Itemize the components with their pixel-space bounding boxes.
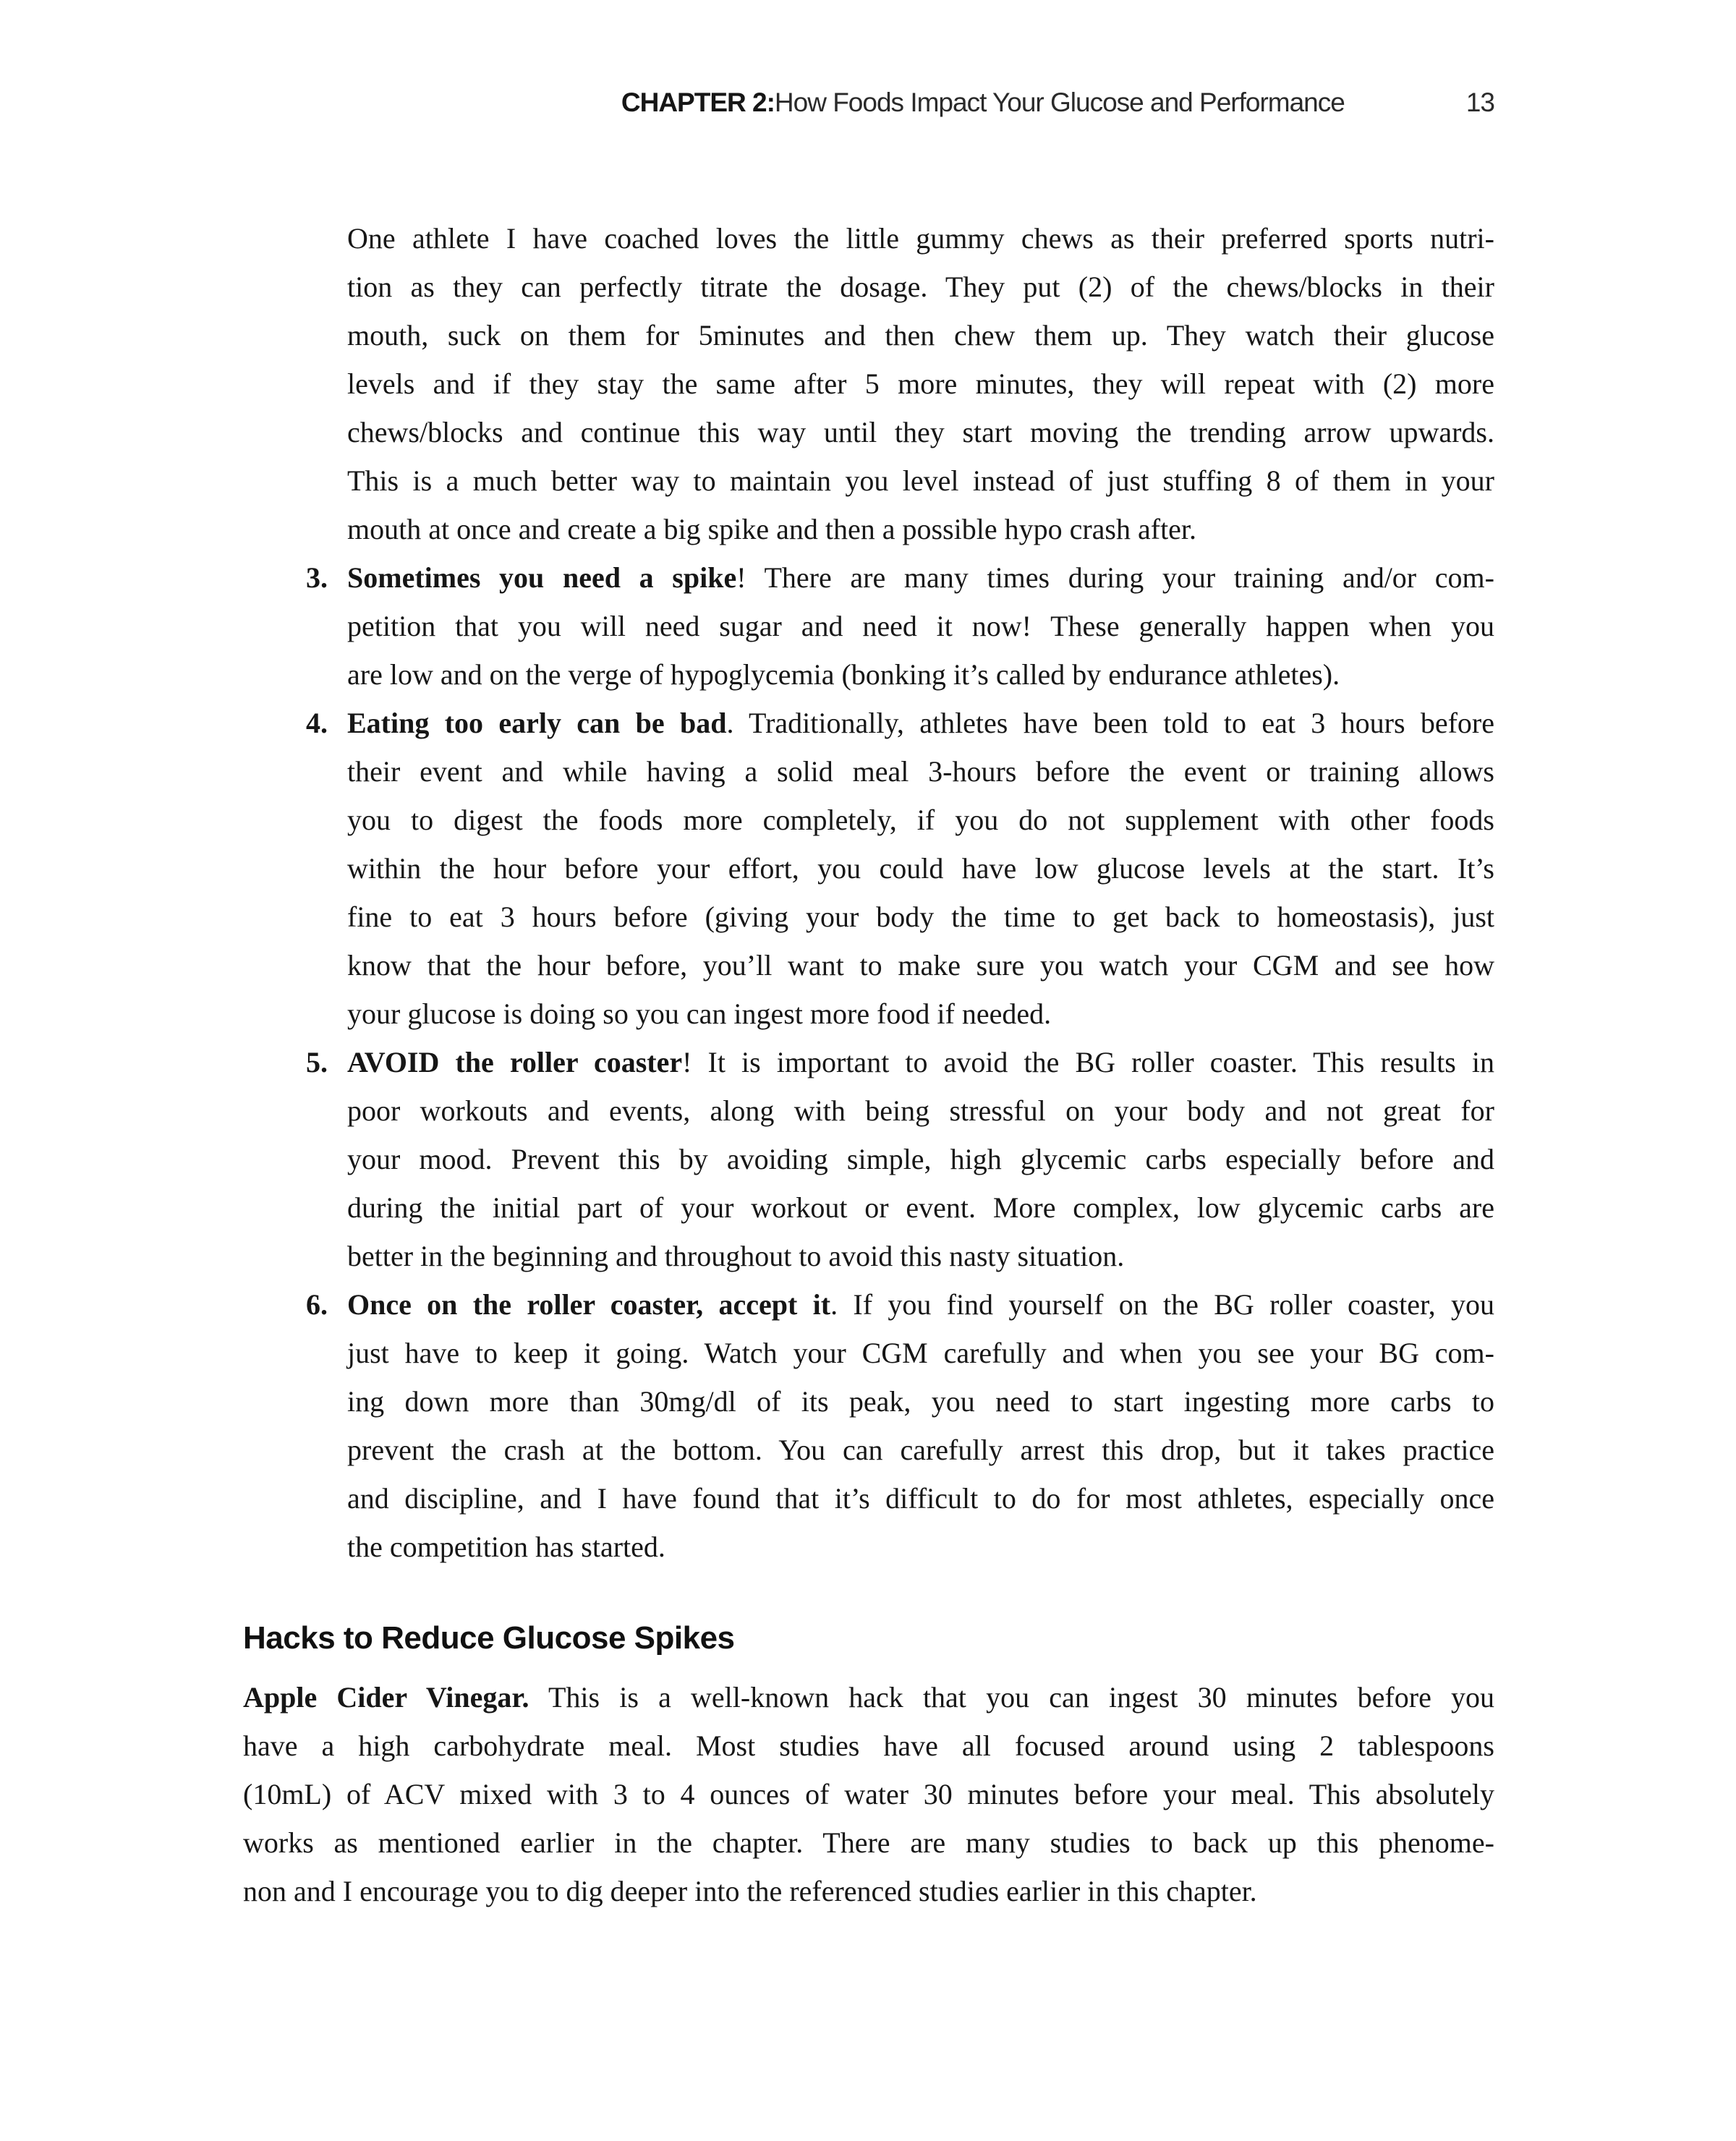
text-line [243, 1673, 1494, 1721]
text-line: fine to eat 3 hours before (giving your body the time to get back to homeostasis), just [347, 901, 1494, 933]
text-line: (10mL) of ACV mixed with 3 to 4 ounces of water 30 minutes before your meal. This absolutely [243, 1778, 1494, 1810]
list-item-lead: Sometimes you need a spike [347, 561, 737, 594]
text-line [347, 1280, 1494, 1329]
text-line: during the initial part of your workout or event. More complex, low glycemic carbs are [347, 1191, 1494, 1224]
list-item-5 [243, 1038, 1494, 1280]
text-line [347, 699, 1494, 747]
list-item-number: 6. [306, 1288, 328, 1321]
list-item-lead: AVOID the roller coaster [347, 1046, 683, 1078]
list-item-lead-rest: . If you find yourself on the BG roller coaster, you [830, 1288, 1494, 1321]
text-line: non and I encourage you to dig deeper into the referenced studies earlier in this chapter. [243, 1875, 1257, 1907]
intro-paragraph [347, 214, 1494, 553]
text-line [347, 553, 1494, 602]
text-line: poor workouts and events, along with being stressful on your body and not great for [347, 1094, 1494, 1127]
text-line: One athlete I have coached loves the little gummy chews as their preferred sports nutri- [347, 222, 1494, 255]
section-heading: Hacks to Reduce Glucose Spikes [243, 1620, 735, 1656]
text-line: have a high carbohydrate meal. Most studies have all focused around using 2 tablespoons [243, 1729, 1494, 1762]
list-item-number: 4. [306, 707, 328, 739]
list-item-lead-rest: ! It is important to avoid the BG roller coaster. This results in [682, 1046, 1494, 1078]
list-item-6 [243, 1280, 1494, 1571]
paragraph-lead-rest: This is a well-known hack that you can ingest 30 minutes before you [529, 1681, 1494, 1714]
text-line: ing down more than 30mg/dl of its peak, you need to start ingesting more carbs to [347, 1385, 1494, 1418]
text-line: mouth at once and create a big spike and then a possible hypo crash after. [347, 513, 1197, 545]
chapter-label: CHAPTER 2: [621, 88, 775, 117]
list-item-lead: Eating too early can be bad [347, 707, 727, 739]
list-item-number: 3. [306, 561, 328, 594]
text-line: you to digest the foods more completely, if you do not supplement with other foods [347, 804, 1494, 836]
list-item-lead: Once on the roller coaster, accept it [347, 1288, 831, 1321]
page-number: 13 [1465, 88, 1494, 117]
text-line: their event and while having a solid meal 3-hours before the event or training allows [347, 755, 1494, 788]
list-item-4 [243, 699, 1494, 1038]
text-line [347, 1038, 1494, 1086]
running-header [243, 85, 1494, 120]
text-line: your glucose is doing so you can ingest more food if needed. [347, 997, 1052, 1030]
text-line: chews/blocks and continue this way until they start moving the trending arrow upwards. [347, 416, 1494, 448]
list-item-3 [243, 553, 1494, 699]
paragraph-lead: Apple Cider Vinegar. [243, 1681, 529, 1714]
text-line: works as mentioned earlier in the chapter. There are many studies to back up this phenome- [243, 1826, 1494, 1859]
text-line: This is a much better way to maintain you level instead of just stuffing 8 of them in your [347, 464, 1494, 497]
text-line: within the hour before your effort, you could have low glucose levels at the start. It’s [347, 852, 1494, 885]
list-item-number: 5. [306, 1046, 328, 1078]
text-line: just have to keep it going. Watch your CGM carefully and when you see your BG com- [347, 1337, 1494, 1369]
chapter-title: How Foods Impact Your Glucose and Performance [774, 88, 1345, 117]
text-line: levels and if they stay the same after 5 more minutes, they will repeat with (2) more [347, 367, 1494, 400]
acv-paragraph [243, 1673, 1494, 1915]
text-line: petition that you will need sugar and need it now! These generally happen when you [347, 610, 1494, 642]
text-line: tion as they can perfectly titrate the dosage. They put (2) of the chews/blocks in their [347, 271, 1494, 303]
text-line: better in the beginning and throughout to avoid this nasty situation. [347, 1240, 1125, 1272]
text-line: the competition has started. [347, 1531, 665, 1563]
text-line: your mood. Prevent this by avoiding simple, high glycemic carbs especially before and [347, 1143, 1494, 1175]
text-column [243, 214, 1494, 1915]
text-line: know that the hour before, you’ll want to make sure you watch your CGM and see how [347, 949, 1494, 982]
text-line: and discipline, and I have found that it’s difficult to do for most athletes, especially once [347, 1482, 1494, 1515]
text-line: prevent the crash at the bottom. You can carefully arrest this drop, but it takes practice [347, 1434, 1494, 1466]
text-line: mouth, suck on them for 5minutes and then chew them up. They watch their glucose [347, 319, 1494, 352]
list-item-lead-rest: . Traditionally, athletes have been told to eat 3 hours before [726, 707, 1494, 739]
text-line: are low and on the verge of hypoglycemia (bonking it’s called by endurance athletes). [347, 658, 1340, 691]
list-item-lead-rest: ! There are many times during your training and/or com- [736, 561, 1494, 594]
